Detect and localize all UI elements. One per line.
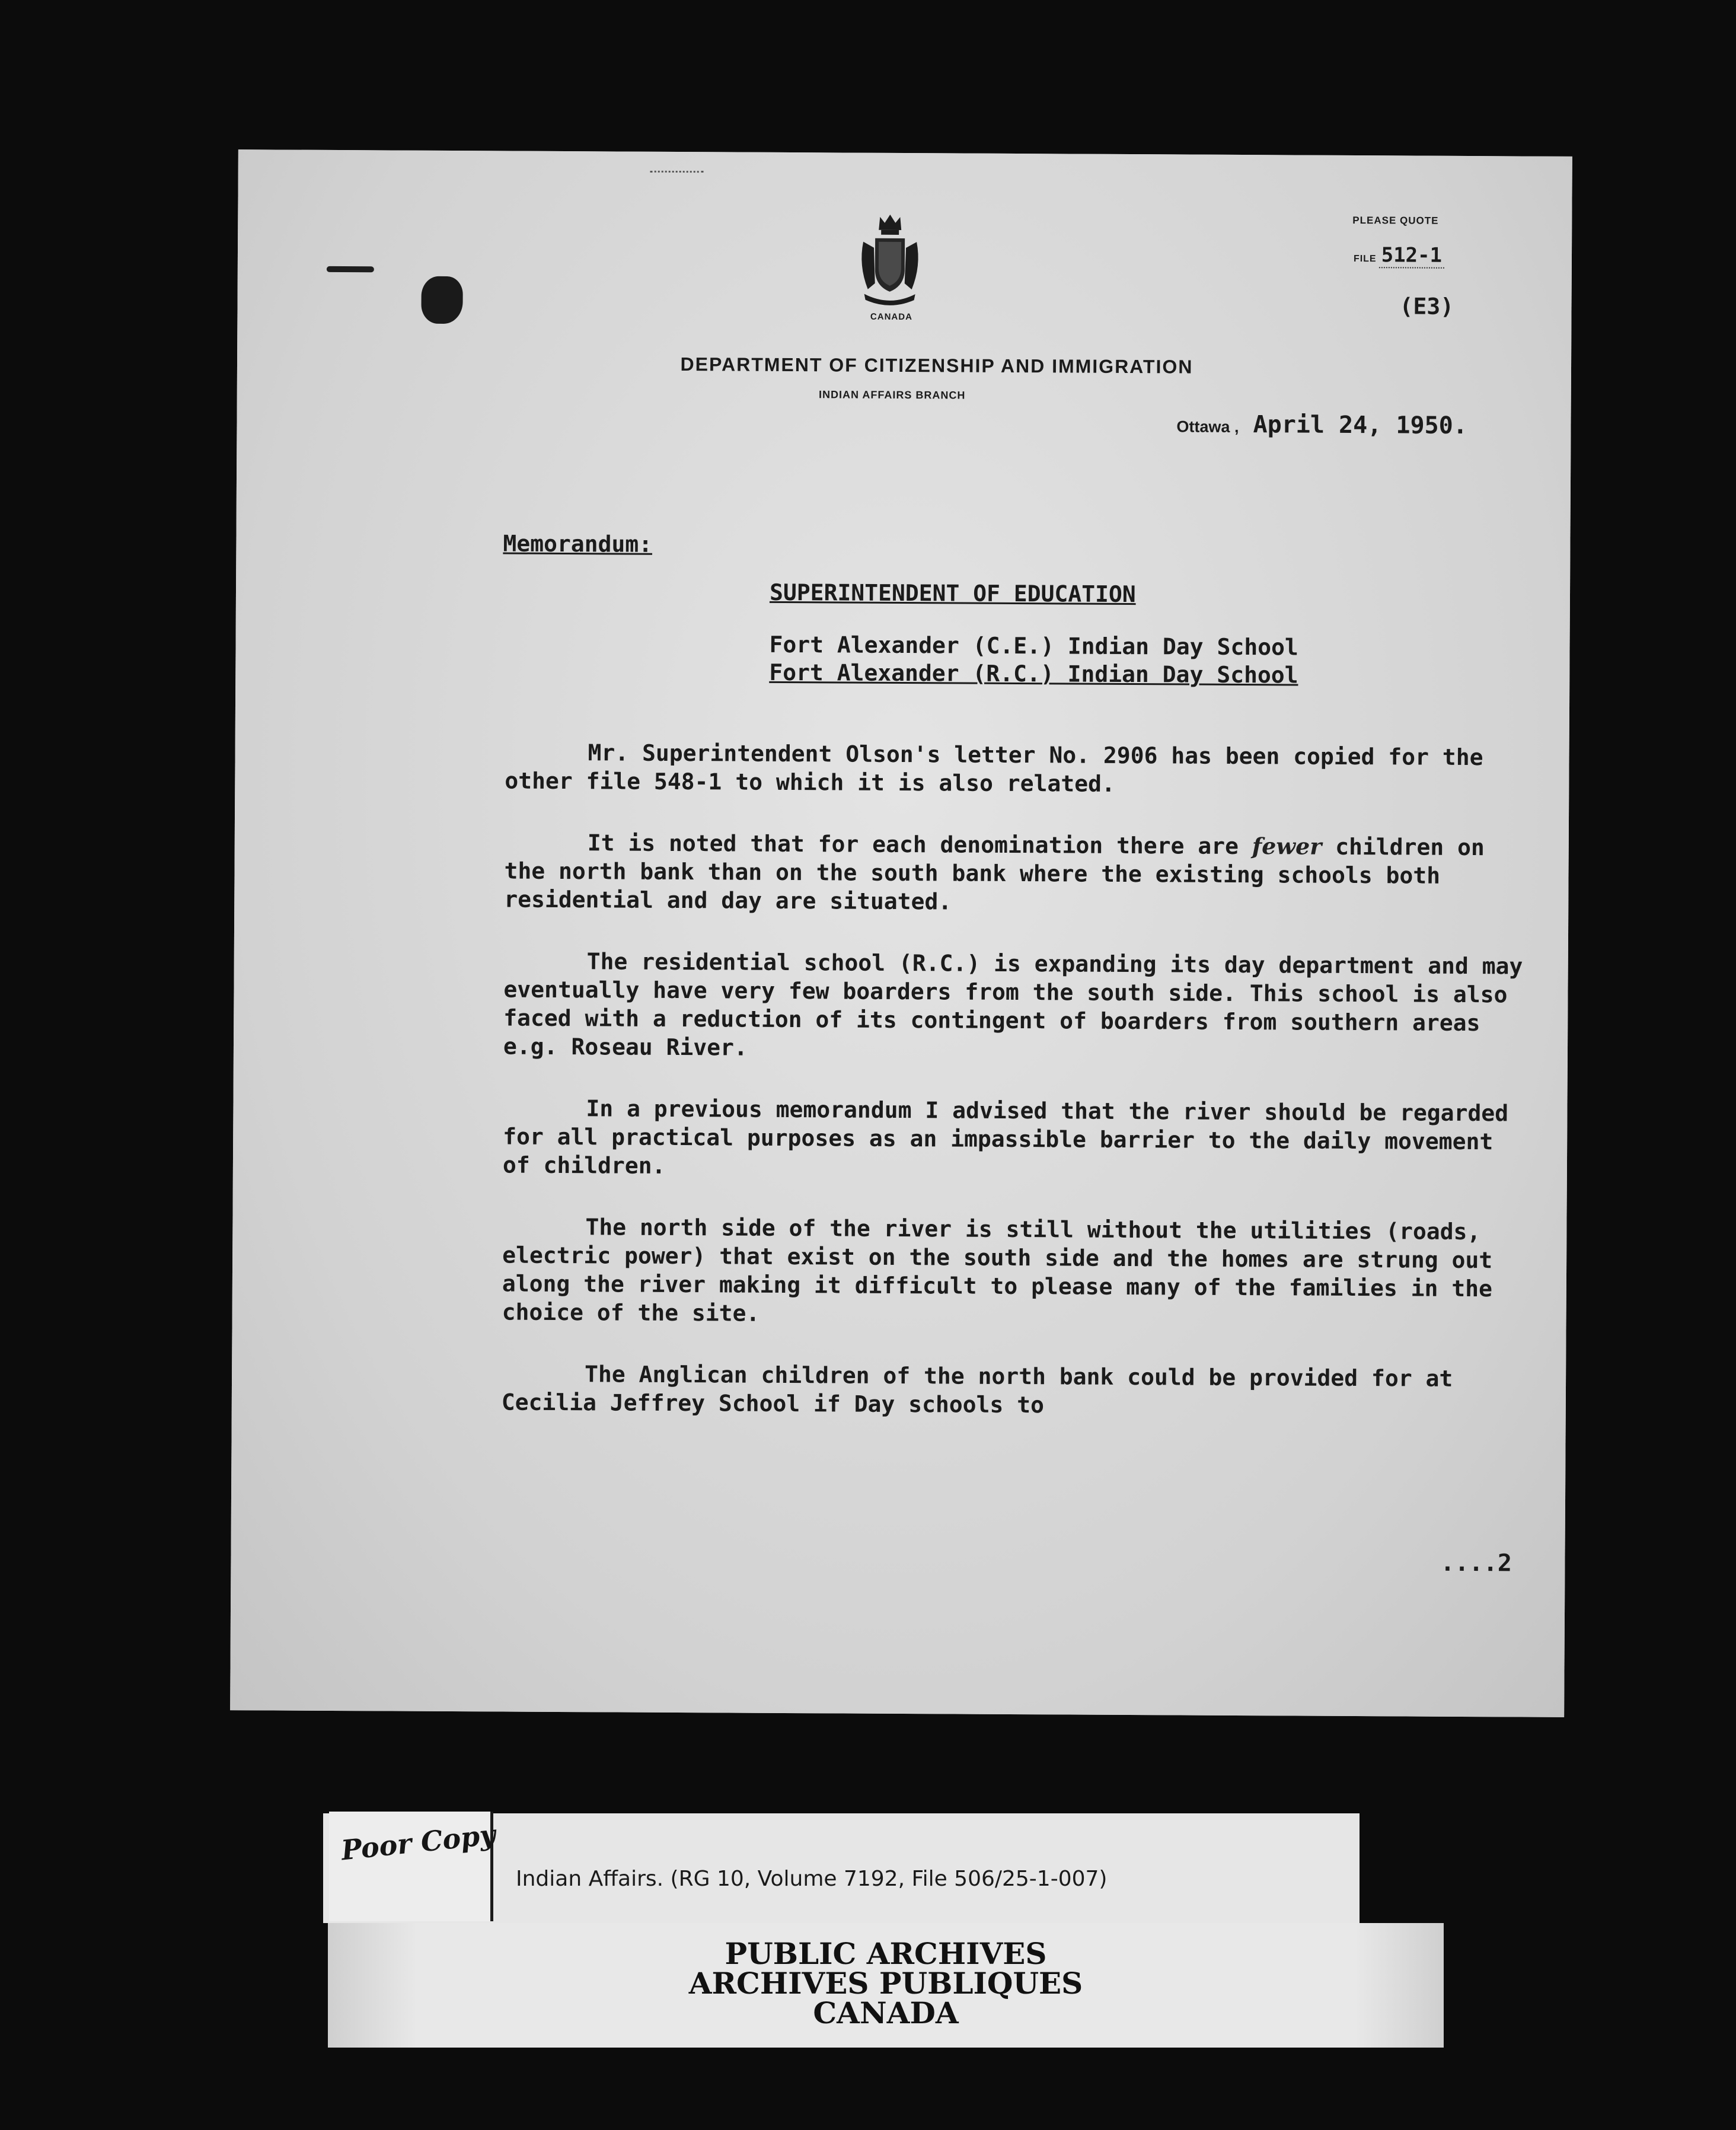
paragraph-2-start: It is noted that for each denomination there are xyxy=(587,830,1239,859)
document-page xyxy=(230,149,1572,1717)
memo-subject-line-1: Fort Alexander (C.E.) Indian Day School xyxy=(769,631,1298,661)
crest-label: CANADA xyxy=(870,311,912,323)
memo-subject-line-2: Fort Alexander (R.C.) Indian Day School xyxy=(769,659,1298,688)
paragraph-2 xyxy=(504,828,1524,919)
paragraph-5: The north side of the river is still without the utilities (roads, electric power) that exist on the south side and the homes are strung out along the river making it difficult to please many of the families in the choice of the site. xyxy=(502,1214,1493,1327)
branch-title: INDIAN AFFAIRS BRANCH xyxy=(819,388,966,401)
faint-stamp-mark xyxy=(650,171,704,177)
memo-body xyxy=(501,738,1524,1455)
memo-heading: Memorandum: xyxy=(503,530,653,557)
memo-addressee: SUPERINTENDENT OF EDUCATION xyxy=(769,579,1136,608)
ink-blot xyxy=(421,276,462,324)
paragraph-4: In a previous memorandum I advised that the river should be regarded for all practical purposes as an impassible barrier to the daily movement of children. xyxy=(502,1095,1509,1179)
place-label: Ottawa , xyxy=(1176,417,1239,436)
paragraph-3: The residential school (R.C.) is expanding its day department and may eventually have very few boarders from the south side. This school is also faced with a reduction of its contingent of boarders from southern areas e.g. Roseau River. xyxy=(503,948,1523,1061)
paragraph-1: Mr. Superintendent Olson's letter No. 2906 has been copied for the other file 548-1 to which it is also related. xyxy=(505,739,1483,797)
archive-reference: Indian Affairs. (RG 10, Volume 7192, File 506/25-1-007) xyxy=(516,1867,1108,1891)
archive-stamp-line-3: CANADA xyxy=(813,1995,959,2030)
continuation-marker: ....2 xyxy=(1440,1549,1512,1577)
paragraph-2-end: children on the north bank than on the south bank where the existing schools both residential and day are situated. xyxy=(504,833,1485,915)
archive-stamp-line-1: PUBLIC ARCHIVES xyxy=(725,1936,1047,1971)
file-number: 512-1 xyxy=(1379,243,1445,269)
coat-of-arms-icon xyxy=(857,212,923,308)
file-reference xyxy=(1354,243,1444,267)
poor-copy-note: Poor Copy xyxy=(339,1818,497,1867)
punch-mark xyxy=(327,266,374,272)
archive-stamp xyxy=(328,1936,1444,2030)
paragraph-6: The Anglican children of the north bank could be provided for at Cecilia Jeffrey School if Day schools to xyxy=(501,1361,1453,1418)
letter-date: April 24, 1950. xyxy=(1253,411,1467,439)
dateline xyxy=(1176,410,1467,439)
file-code: (E3) xyxy=(1399,293,1454,320)
department-title: DEPARTMENT OF CITIZENSHIP AND IMMIGRATION xyxy=(680,353,1194,378)
archive-stamp-line-2: ARCHIVES PUBLIQUES xyxy=(688,1966,1083,2001)
file-label: FILE xyxy=(1353,253,1377,264)
handwritten-correction: fewer xyxy=(1252,833,1322,860)
please-quote-label: PLEASE QUOTE xyxy=(1352,214,1439,227)
